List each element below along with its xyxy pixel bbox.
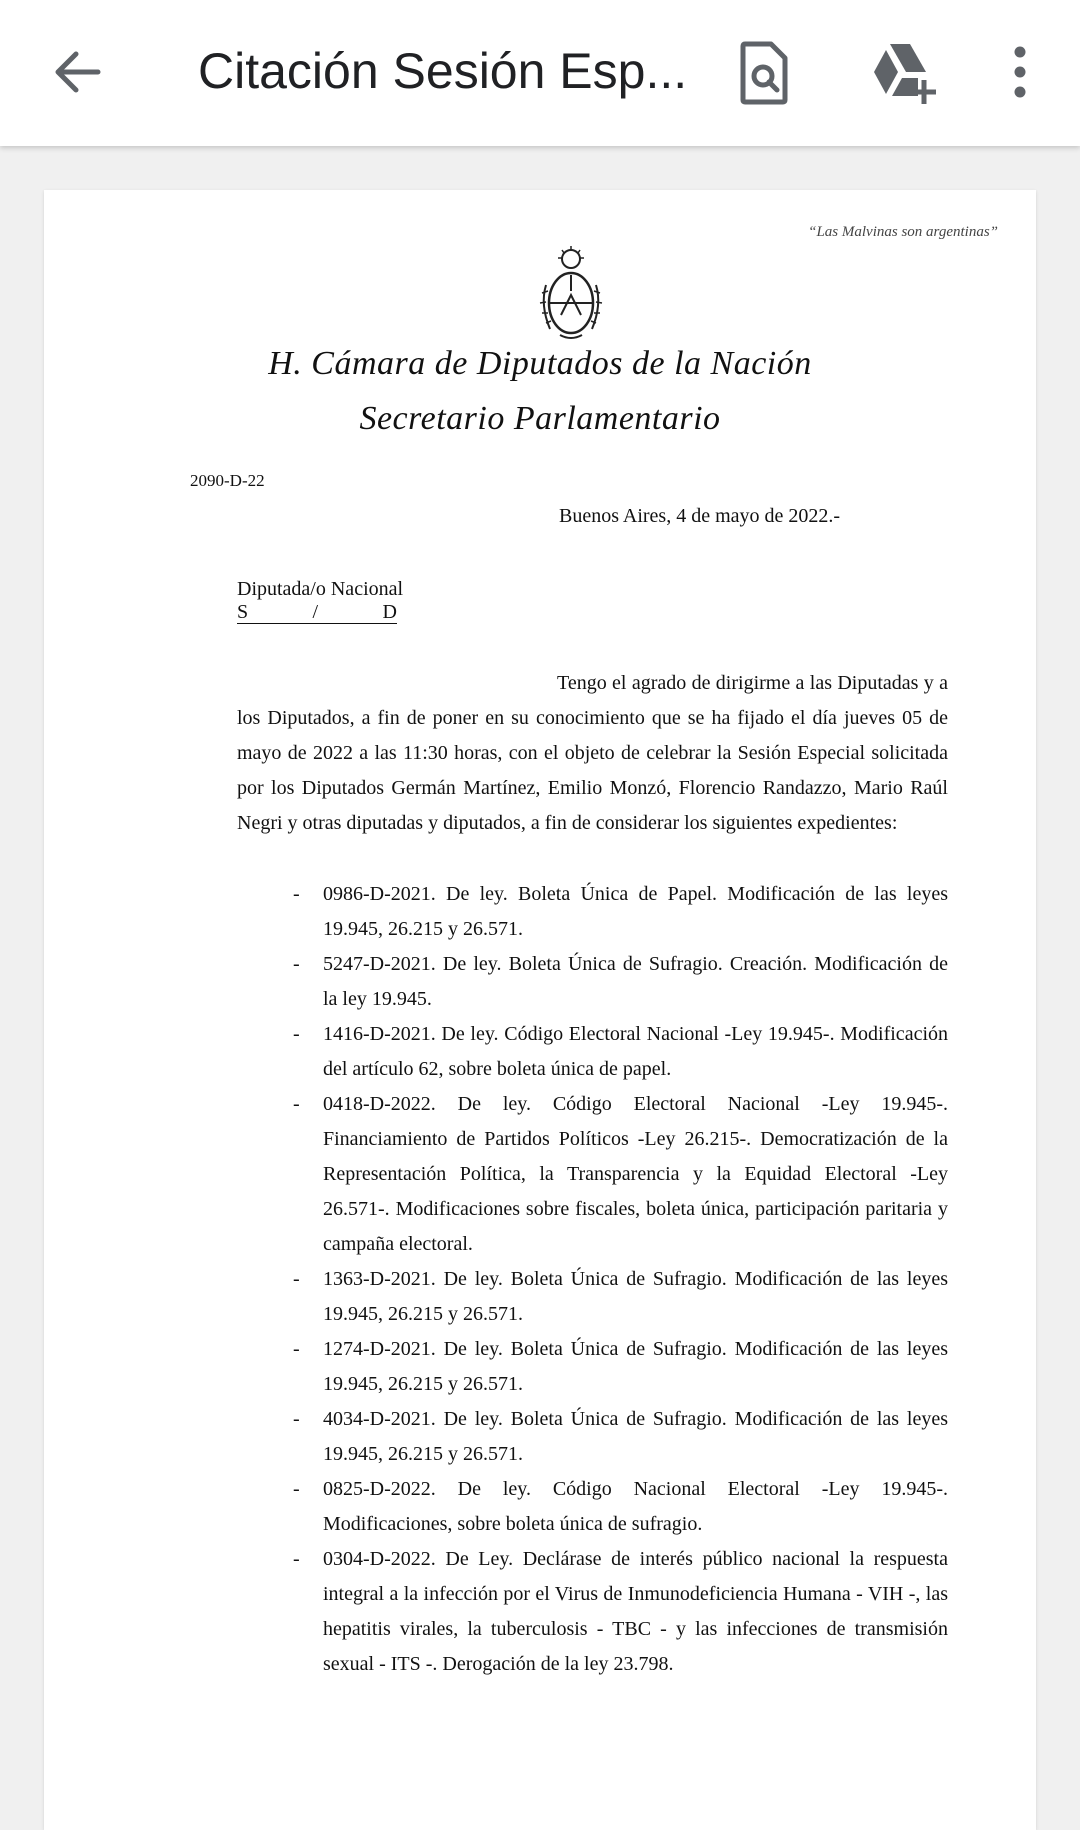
- app-bar: [0, 0, 1080, 146]
- list-dash: -: [293, 883, 300, 905]
- find-in-document-button[interactable]: [735, 38, 805, 108]
- list-item: [237, 1402, 948, 1472]
- list-item-text: 1363-D-2021. De ley. Boleta Única de Sufragio. Modificación de las leyes 19.945, 26.215 y 26.571.: [323, 1268, 948, 1325]
- list-item-text: 0825-D-2022. De ley. Código Nacional Electoral -Ley 19.945-. Modificaciones, sobre boleta única de sufragio.: [323, 1478, 948, 1535]
- list-item: [237, 1472, 948, 1542]
- add-to-drive-icon: [868, 38, 938, 108]
- add-to-drive-button[interactable]: [868, 38, 938, 108]
- list-dash: -: [293, 1548, 300, 1570]
- coat-of-arms-icon: [536, 245, 606, 345]
- reference-number: 2090-D-22: [190, 471, 265, 490]
- list-item-text: 0986-D-2021. De ley. Boleta Única de Papel. Modificación de las leyes 19.945, 26.215 y 26.571.: [323, 883, 948, 940]
- list-item-text: 4034-D-2021. De ley. Boleta Única de Sufragio. Modificación de las leyes 19.945, 26.215 y 26.571.: [323, 1408, 948, 1465]
- list-dash: -: [293, 1268, 300, 1290]
- list-item-text: 1416-D-2021. De ley. Código Electoral Nacional -Ley 19.945-. Modificación del artículo 62, sobre boleta única de papel.: [323, 1023, 948, 1080]
- list-item: [237, 1017, 948, 1087]
- arrow-back-icon: [46, 40, 110, 104]
- list-item: [237, 1332, 948, 1402]
- list-dash: -: [293, 1093, 300, 1115]
- list-dash: -: [293, 1338, 300, 1360]
- addressee-s: S: [237, 601, 249, 623]
- back-button[interactable]: [46, 40, 110, 104]
- addressee-slash: /: [312, 601, 319, 623]
- motto: “Las Malvinas son argentinas”: [808, 224, 998, 240]
- list-dash: -: [293, 1478, 300, 1500]
- list-item: [237, 1087, 948, 1262]
- list-dash: -: [293, 953, 300, 975]
- more-options-button[interactable]: [990, 38, 1048, 108]
- institution-office: Secretario Parlamentario: [359, 400, 721, 437]
- addressee: Diputada/o Nacional: [237, 578, 404, 600]
- search-document-icon: [735, 38, 795, 108]
- more-vert-icon: [990, 38, 1048, 108]
- document-page: [44, 190, 1036, 1830]
- addressee-sd: [237, 601, 397, 624]
- list-dash: -: [293, 1408, 300, 1430]
- list-item-text: 0304-D-2022. De Ley. Declárase de interés público nacional la respuesta integral a la infección por el Virus de Inmunodeficiencia Humana - VIH -, las hepatitis virales, la tuberculosis - TBC - y las infecciones de transmisión sexual - ITS -. Derogación de la ley 23.798.: [323, 1548, 948, 1675]
- list-item: [237, 947, 948, 1017]
- list-item-text: 1274-D-2021. De ley. Boleta Única de Sufragio. Modificación de las leyes 19.945, 26.215 y 26.571.: [323, 1338, 948, 1395]
- addressee-d: D: [382, 601, 397, 623]
- expedientes-list: [237, 877, 948, 1682]
- list-item: [237, 1542, 948, 1682]
- list-item: [237, 1262, 948, 1332]
- document-title: Citación Sesión Esp...: [198, 43, 688, 99]
- document-date: Buenos Aires, 4 de mayo de 2022.-: [559, 505, 841, 527]
- institution-name: H. Cámara de Diputados de la Nación: [268, 345, 812, 382]
- body-text: Tengo el agrado de dirigirme a las Diputadas y a los Diputados, a fin de poner en su conocimiento que se ha fijado el día jueves 05 de mayo de 2022 a las 11:30 horas, con el objeto de celebrar la Sesión Especial solicitada por los Diputados Germán Martínez, Emilio Monzó, Florencio Randazzo, Mario Raúl Negri y otras diputadas y diputados, a fin de considerar los siguientes expedientes:: [237, 672, 948, 834]
- list-dash: -: [293, 1023, 300, 1045]
- list-item-text: 5247-D-2021. De ley. Boleta Única de Sufragio. Creación. Modificación de la ley 19.945.: [323, 953, 948, 1010]
- body-paragraph: [237, 666, 948, 841]
- list-item: [237, 877, 948, 947]
- list-item-text: 0418-D-2022. De ley. Código Electoral Nacional -Ley 19.945-. Financiamiento de Partidos Políticos -Ley 26.215-. Democratización de la Representación Política, la Transparencia y la Equidad Electoral -Ley 26.571-. Modificaciones sobre fiscales, boleta única, participación paritaria y campaña electoral.: [323, 1093, 948, 1255]
